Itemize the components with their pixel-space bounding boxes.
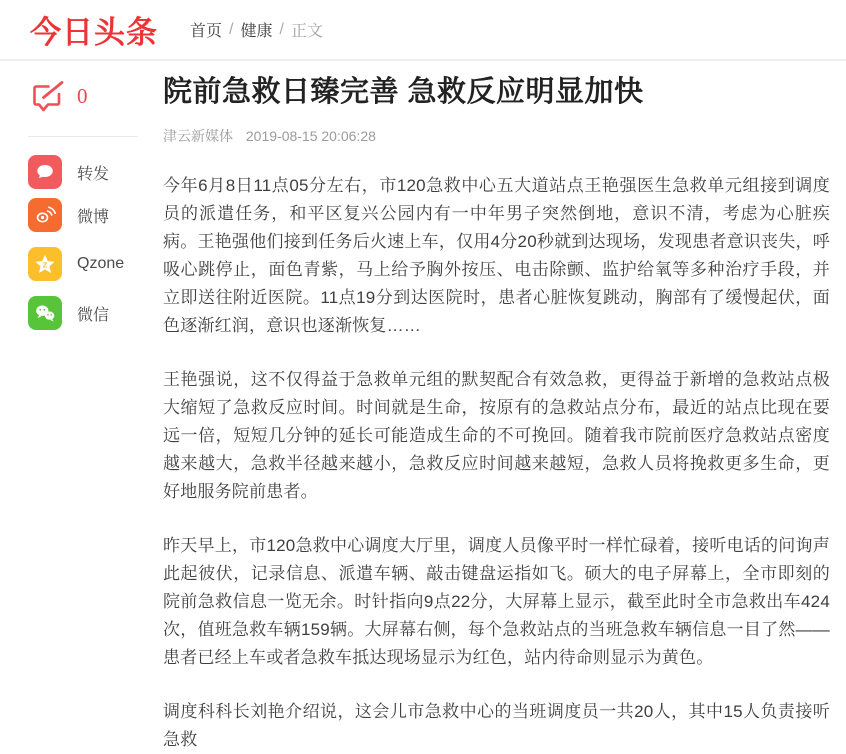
breadcrumb: [190, 18, 323, 41]
share-label: 微博: [77, 208, 110, 226]
breadcrumb-home[interactable]: 首页: [190, 23, 223, 40]
sidebar-divider: [28, 136, 138, 137]
share-item-forward[interactable]: [28, 155, 163, 189]
share-item-qzone[interactable]: [28, 247, 163, 281]
weibo-icon: [28, 198, 62, 232]
article-paragraph: 今年6月8日11点05分左右，市120急救中心五大道站点王艳强医生急救单元组接到调度员的派遣任务，和平区复兴公园内有一中年男子突然倒地，意识不清，考虑为心脏疾病。王艳强他们接到任务后火速上车，仅用4分20秒就到达现场，发现患者意识丧失，呼吸心跳停止，面色青紫，马上给予胸外按压、电击除颤、监护给氧等多种治疗手段，并立即送往附近医院。11点19分到达医院时，患者心脏恢复跳动，胸部有了缓慢起伏，面色逐渐红润，意识也逐渐恢复……: [163, 175, 830, 335]
article-source: 津云新媒体: [163, 127, 233, 144]
share-item-wechat[interactable]: [28, 296, 163, 330]
article-paragraph: 昨天早上，市120急救中心调度大厅里，调度人员像平时一样忙碌着，接听电话的问询声此起彼伏，记录信息、派遣车辆、敲击键盘运指如飞。硕大的电子屏幕上，全市即刻的院前急救信息一览无余。时针指向9点22分，大屏幕上显示，截至此时全市急救出车424次，值班急救车辆159辆。大屏幕右侧，每个急救站点的当班急救车辆信息一目了然——患者已经上车或者急救车抵达现场显示为红色，站内待命则显示为黄色。: [163, 535, 830, 667]
article-paragraph: 王艳强说，这不仅得益于急救单元组的默契配合有效急救，更得益于新增的急救站点极大缩短了急救反应时间。时间就是生命，按原有的急救站点分布，最近的站点比现在要远一倍，短短几分钟的延长可能造成生命的不可挽回。随着我市院前医疗急救站点密度越来越大，急救半径越来越小，急救反应时间越来越短，急救人员将挽救更多生命，更好地服务院前患者。: [163, 369, 830, 501]
share-item-weibo[interactable]: [28, 198, 163, 232]
article-datetime: 2019-08-15 20:06:28: [245, 127, 376, 144]
svg-text:Z: Z: [42, 260, 48, 270]
forward-chat-icon: [28, 155, 62, 189]
share-label: 微信: [77, 306, 110, 324]
comment-count: 0: [77, 84, 88, 108]
share-label: 转发: [77, 165, 110, 183]
breadcrumb-separator: /: [229, 20, 234, 38]
wechat-icon: [28, 296, 62, 330]
breadcrumb-current-article: 正文: [290, 23, 323, 40]
breadcrumb-separator: /: [279, 20, 284, 38]
article-paragraph: 调度科科长刘艳介绍说，这会儿市急救中心的当班调度员一共20人，其中15人负责接听急救: [163, 701, 830, 749]
comment-button[interactable]: [28, 80, 163, 119]
page-body: [0, 61, 846, 754]
share-sidebar: [0, 61, 163, 339]
site-header: [0, 0, 846, 61]
article-meta: [163, 126, 830, 146]
article-content: [163, 61, 846, 754]
article-title: 院前急救日臻完善 急救反应明显加快: [163, 76, 644, 108]
share-label: Qzone: [77, 255, 125, 272]
write-comment-icon: [28, 80, 66, 119]
qzone-icon: [28, 247, 62, 281]
breadcrumb-health[interactable]: 健康: [240, 23, 273, 40]
toutiao-logo[interactable]: 今日头条: [30, 15, 158, 50]
